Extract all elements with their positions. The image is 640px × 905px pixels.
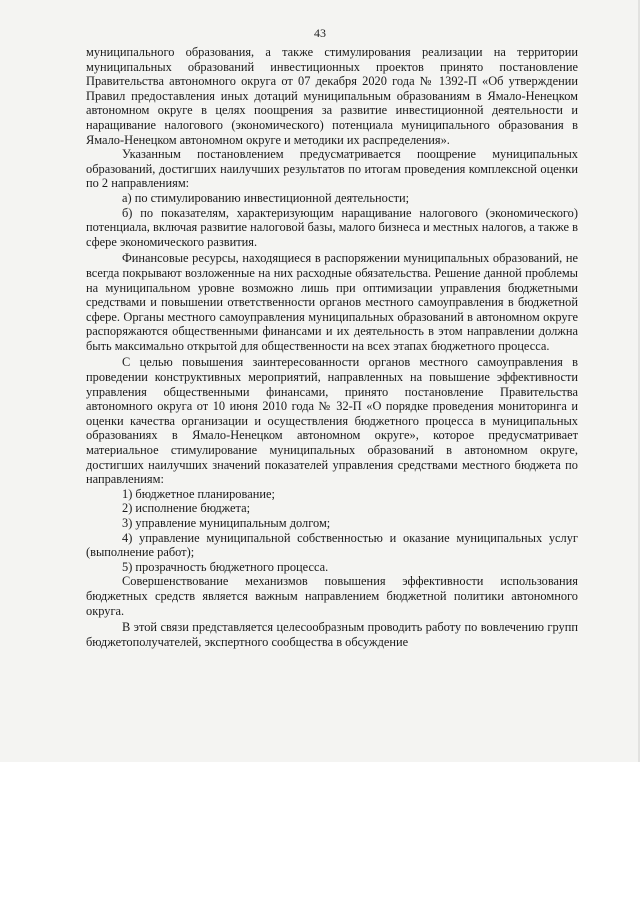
paragraph: муниципального образования, а также стимулирования реализации на территории муниципальных образований инвестиционных проектов принято постановление Правительства автономного округа от 07 декабря 2020 года № 1392-П «Об утверждении Правил предоставления иных дотаций муниципальным образованиям в Ямало-Ненецком автономном округе в целях поощрения за развитие инвестиционной деятельности и наращивание налогового (экономического) потенциала муниципального образования в Ямало-Ненецком автономном округе и методики их распределения». [86, 45, 578, 147]
list-item: а) по стимулированию инвестиционной деятельности; [122, 190, 410, 205]
paragraph: С целью повышения заинтересованности органов местного самоуправления в проведении конструктивных мероприятий, направленных на повышение эффективности управления общественными финансами, принято постановление Правительства автономного округа от 10 июня 2010 года № 32-П «О порядке проведения мониторинга и оценки качества организации и осуществления бюджетного процесса в муниципальных образованиях в Ямало-Ненецком автономном округе», которое предусматривает материальное стимулирование муниципальных образований в автономном округе, достигших наилучших значений показателей управления средствами местного бюджета по направлениям: [86, 355, 578, 487]
list-item: 2) исполнение бюджета; [122, 501, 251, 516]
list-item: б) по показателям, характеризующим наращивание налогового (экономического) потенциала, включая развитие налоговой базы, малого бизнеса и местных налогов, а также в сфере экономического развития. [86, 205, 578, 249]
paragraph: Указанным постановлением предусматривается поощрение муниципальных образований, достигших наилучших результатов по итогам проведения комплексной оценки по 2 направлениям: [86, 147, 578, 191]
page-number: 43 [314, 26, 326, 40]
paragraph: В этой связи представляется целесообразным проводить работу по вовлечению групп бюджетополучателей, экспертного сообщества в обсуждение [86, 620, 578, 649]
list-item: 1) бюджетное планирование; [122, 486, 275, 501]
paragraph: Совершенствование механизмов повышения эффективности использования бюджетных средств является важным направлением бюджетной политики автономного округа. [86, 574, 578, 618]
body-text [86, 45, 578, 649]
list-item: 4) управление муниципальной собственностью и оказание муниципальных услуг (выполнение работ); [86, 530, 578, 560]
paragraph: Финансовые ресурсы, находящиеся в распоряжении муниципальных образований, не всегда покрывают возложенные на них расходные обязательства. Решение данной проблемы на муниципальном уровне возможно лишь при оптимизации управления бюджетными средствами и повышении ответственности органов местного самоуправления в бюджетной сфере. Органы местного самоуправления муниципальных образований в автономном округе распоряжаются общественными финансами и их деятельность в этом направлении должна быть максимально открытой для общественности на всех этапах бюджетного процесса. [86, 251, 578, 353]
list-item: 3) управление муниципальным долгом; [122, 516, 331, 530]
list-item: 5) прозрачность бюджетного процесса. [122, 559, 329, 574]
